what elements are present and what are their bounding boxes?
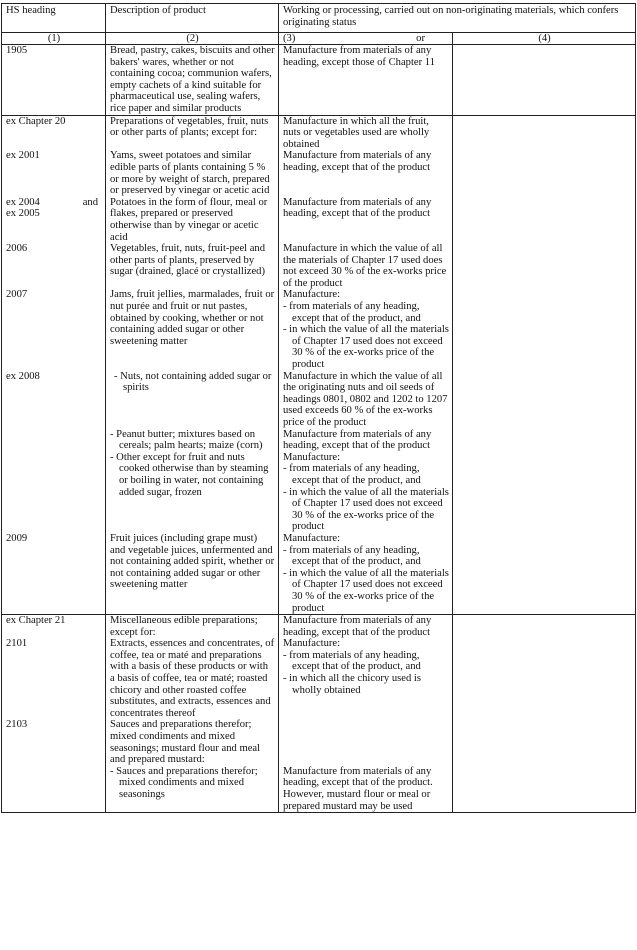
processing-rule: Manufacture from materials of any heading, except that of the product. However, mustard flour or meal or prepared mustard may be used: [279, 766, 453, 813]
product-description: Vegetables, fruit, nuts, fruit-peel and other parts of plants, preserved by sugar (drained, glacé or crystallized): [106, 243, 279, 289]
table-row: [2, 429, 636, 452]
table-row: [2, 243, 636, 289]
product-description: Jams, fruit jellies, marmalades, fruit or nut purée and fruit or nut pastes, obtained by cooking, whether or not containing added sugar or other sweetening matter: [106, 289, 279, 370]
hs-code: 2101: [2, 638, 106, 719]
hs-code: ex 2001: [2, 150, 106, 196]
hs-code: 2007: [2, 289, 106, 370]
header-working-processing: Working or processing, carried out on non-originating materials, which confers originating status: [279, 4, 636, 33]
table-row: [2, 371, 636, 429]
product-description: Potatoes in the form of flour, meal or flakes, prepared or preserved otherwise than by vinegar or acetic acid: [106, 197, 279, 243]
processing-rule: Manufacture in which all the fruit, nuts or vegetables used are wholly obtained: [279, 115, 453, 150]
table-row: [2, 719, 636, 765]
alternative-rule: [453, 766, 636, 813]
processing-rule: Manufacture in which the value of all the materials of Chapter 17 used does not exceed 30 % of the ex-works price of the product: [279, 243, 453, 289]
rule-condition: - in which the value of all the materials of Chapter 17 used does not exceed 30 % of the ex-works price of the product: [283, 567, 449, 614]
table-row: [2, 45, 636, 116]
product-description: Fruit juices (including grape must) and vegetable juices, unfermented and not containing added spirit, whether or not containing added sugar or other sweetening matter: [106, 533, 279, 615]
table-row: [2, 766, 636, 813]
product-description: [106, 429, 279, 452]
header-hs-heading: HS heading: [2, 4, 106, 33]
hs-code-part: ex 2005: [6, 208, 40, 220]
rule-condition: - from materials of any heading, except that of the product, and: [283, 463, 421, 486]
processing-rule: [279, 719, 453, 765]
processing-rule: [279, 289, 453, 370]
hs-code: 2103: [2, 719, 106, 765]
hs-code-part: ex 2004: [6, 196, 40, 208]
processing-rule: Manufacture from materials of any heading, except that of the product: [279, 615, 453, 639]
alternative-rule: [453, 115, 636, 150]
description-item: - Other except for fruit and nuts cooked otherwise than by steaming or boiling in water, not containing added sugar, frozen: [110, 451, 269, 498]
processing-rule: Manufacture from materials of any heading, except that of the product: [279, 429, 453, 452]
processing-rule: Manufacture from materials of any heading, except that of the product: [279, 150, 453, 196]
col-number-3-label: (3): [283, 33, 296, 44]
hs-code: ex 2008: [2, 371, 106, 429]
processing-rule: Manufacture from materials of any heading, except those of Chapter 11: [279, 45, 453, 116]
col-number-2: (2): [106, 33, 279, 45]
alternative-rule: [453, 452, 636, 533]
product-description: Bread, pastry, cakes, biscuits and other bakers' wares, whether or not containing cocoa; communion wafers, empty cachets of a kind suitable for pharmaceutical use, sealing wafers, rice paper and similar products: [106, 45, 279, 116]
hs-code: ex Chapter 21: [2, 615, 106, 639]
alternative-rule: [453, 638, 636, 719]
rule-intro: Manufacture:: [283, 638, 341, 650]
alternative-rule: [453, 371, 636, 429]
hs-code: 2006: [2, 243, 106, 289]
table-row: [2, 452, 636, 533]
hs-code: 1905: [2, 45, 106, 116]
alternative-rule: [453, 150, 636, 196]
alternative-rule: [453, 719, 636, 765]
table-row: [2, 638, 636, 719]
rule-condition: - from materials of any heading, except that of the product, and: [283, 544, 421, 568]
alternative-rule: [453, 243, 636, 289]
description-item: - Peanut butter; mixtures based on cereals; palm hearts; maize (corn): [110, 428, 263, 452]
product-description: [106, 371, 279, 429]
product-description: Preparations of vegetables, fruit, nuts or other parts of plants; except for:: [106, 115, 279, 150]
table-row: [2, 115, 636, 150]
header-row: [2, 4, 636, 33]
product-description: Miscellaneous edible preparations; except for:: [106, 615, 279, 639]
rule-condition: - from materials of any heading, except that of the product, and: [283, 301, 421, 324]
processing-rule: [279, 638, 453, 719]
alternative-rule: [453, 289, 636, 370]
processing-rule: [279, 533, 453, 615]
alternative-rule: [453, 615, 636, 639]
processing-rule: Manufacture from materials of any heading, except that of the product: [279, 197, 453, 243]
rule-intro: Manufacture:: [283, 289, 341, 301]
hs-code: [2, 197, 106, 243]
table-row: [2, 615, 636, 639]
rule-condition: - in which the value of all the materials of Chapter 17 used does not exceed 30 % of the ex-works price of the product: [283, 486, 449, 533]
product-description: Sauces and preparations therefor; mixed condiments and mixed seasonings; mustard flour and meal and prepared mustard:: [106, 719, 279, 765]
rule-condition: - from materials of any heading, except that of the product, and: [283, 649, 421, 673]
alternative-rule: [453, 533, 636, 615]
col-number-1: (1): [2, 33, 106, 45]
alternative-rule: [453, 429, 636, 452]
alternative-rule: [453, 45, 636, 116]
column-number-row: [2, 33, 636, 45]
table-row: [2, 150, 636, 196]
description-item: - Nuts, not containing added sugar or spirits: [114, 370, 272, 394]
table-row: [2, 197, 636, 243]
origin-rules-table: [1, 3, 636, 813]
hs-code: ex Chapter 20: [2, 115, 106, 150]
rule-condition: - in which the value of all the materials of Chapter 17 used does not exceed 30 % of the ex-works price of the product: [283, 324, 449, 371]
hs-code: [2, 766, 106, 813]
hs-code: 2009: [2, 533, 106, 615]
description-item: - Sauces and preparations therefor; mixed condiments and mixed seasonings: [110, 765, 258, 800]
product-description: Yams, sweet potatoes and similar edible parts of plants containing 5 % or more by weight of starch, prepared or preserved by vinegar or acetic acid: [106, 150, 279, 196]
alternative-rule: [453, 197, 636, 243]
hs-code: [2, 429, 106, 452]
col-number-3: [279, 33, 453, 45]
rule-condition: - in which all the chicory used is wholly obtained: [283, 673, 421, 696]
hs-code: [2, 452, 106, 533]
table-row: [2, 289, 636, 370]
or-label: or: [416, 33, 425, 44]
product-description: Extracts, essences and concentrates, of coffee, tea or maté and preparations with a basis of these products or with a basis of coffee, tea or maté; roasted chicory and other roasted coffee substitutes, and extracts, essences and concentrates thereof: [106, 638, 279, 719]
col-number-4: (4): [453, 33, 636, 45]
table-row: [2, 533, 636, 615]
rule-intro: Manufacture:: [283, 451, 341, 463]
header-description: Description of product: [106, 4, 279, 33]
product-description: [106, 452, 279, 533]
product-description: [106, 766, 279, 813]
rule-intro: Manufacture:: [283, 532, 341, 544]
processing-rule: Manufacture in which the value of all the originating nuts and oil seeds of headings 0801, 0802 and 1202 to 1207 used exceeds 60 % of the ex-works price of the product: [279, 371, 453, 429]
hs-code-and: and: [82, 196, 98, 208]
processing-rule: [279, 452, 453, 533]
